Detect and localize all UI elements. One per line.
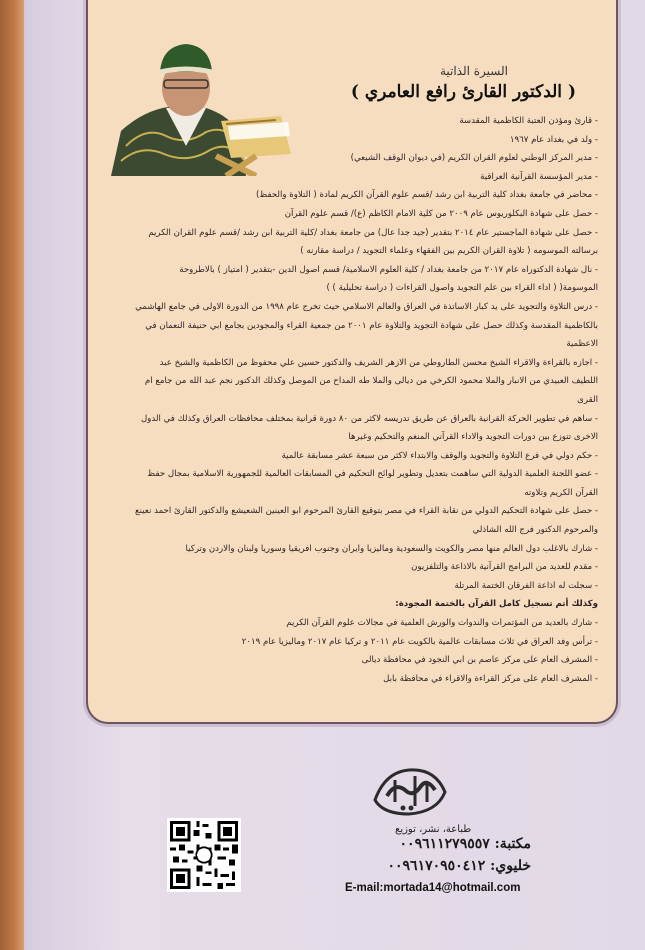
biography-list xyxy=(102,112,598,688)
publisher-tagline: طباعة، نشر، توزيع xyxy=(395,824,472,835)
mobile-phone-label: خليوي: xyxy=(490,858,531,874)
bio-line: والمرحوم الدكتور فرج الله الشاذلي xyxy=(472,525,598,536)
qr-code xyxy=(167,818,241,892)
mobile-phone xyxy=(387,858,531,874)
bio-line: - المشرف العام على مركز القراءة والاقراء في محافظة بابل xyxy=(383,673,598,684)
bio-line: - شارك بالاغلب دول العالم منها مصر والكويت والسعودية وماليزيا وايران وجنوب افريقيا وسوريا ولبنان والاردن وتركيا xyxy=(185,543,598,554)
bio-line: - قارئ ومؤذن العتبة الكاظمية المقدسة xyxy=(459,116,598,126)
bio-line: - مدير المركز الوطني لعلوم القران الكريم (في ديوان الوقف الشيعي) xyxy=(350,153,598,164)
bio-line: القرآن الكريم وتلاوته xyxy=(524,487,598,498)
bio-line: الاخرى تتوزع بين دورات التجويد والاداء القرآني المنغم والتحكيم وغيرها xyxy=(348,432,598,443)
biography-panel xyxy=(86,0,618,724)
bio-line: برسالته الموسومه ( تلاوة القران الكريم بين الفقهاء وعلماء التجويد / دراسة مقارنه ) xyxy=(300,246,598,257)
bio-line: - محاضر في جامعة بغداد كلية التربية ابن رشد /قسم علوم القرآن الكريم لمادة ( التلاوة والحفظ) xyxy=(255,190,598,201)
bio-line: - ساهم في تطوير الحركة القرانية بالعراق عن طريق تدريسه لاكثر من ٨٠ دورة قرانية بمختلف محافظات العراق وكذلك في الدول xyxy=(140,413,598,424)
bio-line: - ولد في بغداد عام ١٩٦٧ xyxy=(509,134,598,145)
library-phone xyxy=(400,836,531,852)
bio-line: القرى xyxy=(577,394,598,405)
bio-line: - مقدم للعديد من البرامج القرآنية بالاذاعة والتلفزيون xyxy=(411,562,598,573)
mobile-phone-number: ٠٠٩٦١٧٠٩٥٠٤١٢ xyxy=(387,858,486,874)
bio-line: الاعظمية xyxy=(566,339,598,350)
bio-line: - مدير المؤسسة القرآنية العراقية xyxy=(480,171,598,182)
bio-line: الموسومة( ( اداء القراء بين علم التجويد واصول القراءات ( دراسة تحليلية ) ) xyxy=(326,283,598,294)
bio-line: - حصل على شهادة التحكيم الدولي من نقابة القراء في مصر بتوقيع القارئ المرحوم ابو العينين الشعيشع والدكتور القارئ احمد نعينع xyxy=(135,506,598,517)
publisher-logo xyxy=(365,752,453,824)
bio-line: - اجازه بالقراءة والاقراء الشيخ محسن الطاروطي من الازهر الشريف والدكتور حسين علي محفوظ من الكاظمية والشيخ عبد xyxy=(159,357,598,368)
bio-line: - نال شهادة الدكتوراه عام ٢٠١٧ من جامعة بغداد / كلية العلوم الاسلامية/ قسم اصول الدين -بتقدير ( امتياز ) بالاطروحة xyxy=(179,264,598,275)
biography-heading: السيرة الذاتية xyxy=(439,64,508,78)
bio-line: وكذلك أتم تسجيل كامل القرآن بالختمة المجودة: xyxy=(395,599,598,610)
author-name: ( الدكتور القارئ رافع العامري ) xyxy=(350,82,576,102)
book-spine xyxy=(0,0,24,950)
bio-line: - حكم دولي في فرع التلاوة والتجويد والوقف والابتداء لاكثر من سبعة عشر مسابقة عالمية xyxy=(281,450,598,461)
bio-line: بالكاظمية المقدسة وكذلك حصل على شهادة التجويد والتلاوة عام ٢٠٠١ من جمعية القراء والمجودين بجامع ابي حنيفة النعمان في xyxy=(145,320,598,331)
bio-line: - ترأس وفد العراق في ثلاث مسابقات عالمية بالكويت عام ٢٠١١ و تركيا عام ٢٠١٧ وماليزيا عام ٢٠١٩ xyxy=(241,636,598,647)
bio-line: - درس التلاوة والتجويد على يد كبار الاساتذة في العراق والعالم الاسلامي حيث تخرج عام ١٩٩٨ من الدورة الاولى في جامع الهاشمي xyxy=(135,301,598,312)
library-phone-number: ٠٠٩٦١١٢٧٩٥٥٧ xyxy=(399,836,490,852)
bio-line: - عضو اللجنة العلمية الدولية التي ساهمت بتعديل وتطوير لوائح التحكيم في المسابقات العالمية للجمهورية الاسلامية بمجال حفظ xyxy=(147,469,598,480)
bio-line: - شارك بالعديد من المؤتمرات والندوات والورش العلمية في مجالات علوم القرآن الكريم xyxy=(286,618,598,629)
publisher-email: E-mail:mortada14@hotmail.com xyxy=(345,882,521,894)
bio-line: - حصل على شهادة البكلوريوس عام ٢٠٠٩ من كلية الامام الكاظم (ع)/ قسم علوم القرآن xyxy=(284,208,598,219)
bio-line: - حصل على شهادة الماجستير عام ٢٠١٤ بتقدير (جيد جدا عال) من جامعة بغداد /كلية التربية ابن رشد /قسم علوم القران الكريم xyxy=(148,227,598,238)
bio-line: - المشرف العام على مركز عاصم بن ابي النجود في محافظة ديالى xyxy=(361,655,598,666)
bio-line: - سجلت له اذاعة الفرقان الختمة المرتلة xyxy=(454,580,598,591)
bio-line: اللطيف العبيدي من الانبار والملا محمود الكرخي من ديالى والملا طه المداح من الموصل وكذلك الدكتور نجم عبد الله من جامع ام xyxy=(144,376,598,387)
library-phone-label: مكتبة: xyxy=(494,836,531,852)
